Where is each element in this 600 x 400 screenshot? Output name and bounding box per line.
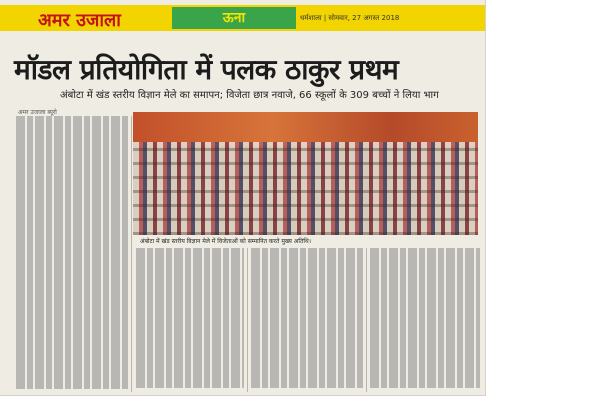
article-column-4	[370, 248, 480, 392]
newspaper-brand: अमर उजाला	[38, 10, 121, 31]
masthead-bar	[0, 5, 485, 31]
article-column-3	[251, 248, 363, 392]
city-edition-label: ऊना	[172, 7, 296, 29]
byline: अमर उजाला ब्यूरो	[18, 109, 57, 116]
article-column-1	[16, 116, 128, 392]
photo-rows	[133, 142, 478, 235]
headline: मॉडल प्रतियोगिता में पलक ठाकुर प्रथम	[14, 53, 399, 86]
dateline: धर्मशाला | सोमवार, 27 अगस्त 2018	[300, 14, 400, 22]
event-photo	[133, 112, 478, 235]
photo-caption: अंबोटा में खंड स्तरीय विज्ञान मेले में विजेताओं को सम्मानित करते मुख्य अतिथि।	[140, 238, 312, 245]
photo-banner	[133, 112, 478, 146]
column-rule	[366, 248, 367, 392]
article-column-2	[136, 248, 244, 392]
column-rule	[131, 116, 132, 392]
column-rule	[247, 248, 248, 392]
subheadline: अंबोटा में खंड स्तरीय विज्ञान मेले का समापन; विजेता छात्र नवाजे, 66 स्कूलों के 309 बच्चों ने लिया भाग	[60, 90, 439, 101]
